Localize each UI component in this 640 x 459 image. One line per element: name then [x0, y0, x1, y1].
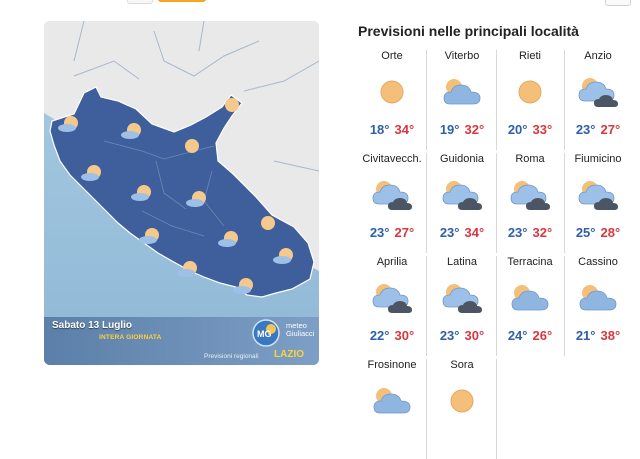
- temp-min: 22°: [369, 328, 390, 343]
- temperature-range: [358, 225, 426, 240]
- temp-min: 18°: [369, 122, 390, 137]
- brand-logo-icon: [250, 318, 284, 348]
- temperature-range: [496, 225, 564, 240]
- location-card[interactable]: [564, 256, 632, 356]
- location-card[interactable]: [564, 153, 632, 253]
- panel-title: Previsioni nelle principali località: [358, 23, 579, 39]
- sun-clouds-icon: [440, 177, 484, 213]
- location-card[interactable]: [496, 153, 565, 253]
- location-name: Frosinone: [367, 359, 417, 371]
- temp-min: 21°: [575, 328, 596, 343]
- temp-max: 32°: [464, 122, 485, 137]
- temp-min: 23°: [575, 122, 596, 137]
- temp-max: 30°: [464, 328, 485, 343]
- map-weather-icon: [261, 216, 275, 230]
- temp-min: 25°: [575, 225, 596, 240]
- temp-max: 38°: [600, 328, 621, 343]
- temperature-range: [358, 328, 426, 343]
- temp-max: 28°: [600, 225, 621, 240]
- temp-max: 27°: [394, 225, 415, 240]
- cloud-sun-icon: [508, 280, 552, 316]
- location-name: Cassino: [578, 256, 618, 268]
- temperature-range: [428, 122, 496, 137]
- location-name: Orte: [381, 50, 403, 62]
- sun-clouds-icon: [370, 177, 414, 213]
- temperature-range: [496, 122, 564, 137]
- location-card[interactable]: [358, 359, 427, 459]
- sun-clouds-icon: [576, 177, 620, 213]
- location-card[interactable]: [564, 50, 632, 150]
- location-card[interactable]: [496, 50, 565, 150]
- sun-clouds-icon: [370, 280, 414, 316]
- sun-clouds-icon: [508, 177, 552, 213]
- location-name: Anzio: [584, 50, 612, 62]
- map-caption: [44, 317, 319, 365]
- location-name: Latina: [447, 256, 477, 268]
- location-name: Rieti: [518, 50, 541, 62]
- location-name: Viterbo: [444, 50, 480, 62]
- region-name: LAZIO: [274, 349, 304, 360]
- temperature-range: [428, 328, 496, 343]
- location-name: Roma: [515, 153, 545, 165]
- temp-max: 34°: [394, 122, 415, 137]
- location-card[interactable]: [496, 256, 565, 356]
- location-card[interactable]: [428, 359, 497, 459]
- sun-icon: [370, 74, 414, 110]
- temp-min: 23°: [369, 225, 390, 240]
- svg-text:MG: MG: [257, 329, 272, 339]
- cloud-sun-icon: [576, 280, 620, 316]
- temp-min: 23°: [439, 225, 460, 240]
- location-card[interactable]: [428, 50, 497, 150]
- sun-clouds-icon: [576, 74, 620, 110]
- forecast-date: Sabato 13 Luglio: [52, 320, 133, 331]
- cloud-sun-icon: [370, 383, 414, 419]
- map-weather-icon: [225, 98, 239, 112]
- brand-line-2: Giuliacci: [286, 329, 315, 338]
- forecast-period: INTERA GIORNATA: [99, 334, 162, 341]
- temp-max: 33°: [532, 122, 553, 137]
- location-name: Fiumicino: [574, 153, 622, 165]
- temperature-range: [428, 225, 496, 240]
- toolbar-button[interactable]: [127, 0, 153, 4]
- cloud-sun-icon: [440, 74, 484, 110]
- toolbar-button-highlight[interactable]: [158, 0, 206, 2]
- temp-min: 24°: [507, 328, 528, 343]
- location-name: Aprilia: [376, 256, 408, 268]
- temp-min: 23°: [439, 328, 460, 343]
- temperature-range: [564, 328, 632, 343]
- location-name: Civitavecch.: [362, 153, 422, 165]
- brand-logo: [250, 318, 315, 348]
- location-card[interactable]: [358, 153, 427, 253]
- sun-icon: [508, 74, 552, 110]
- temp-min: 23°: [507, 225, 528, 240]
- location-card[interactable]: [358, 50, 427, 150]
- temp-max: 27°: [600, 122, 621, 137]
- sun-icon: [440, 383, 484, 419]
- region-label: Previsioni regionali: [204, 353, 259, 360]
- temp-min: 20°: [507, 122, 528, 137]
- map-weather-icon: [185, 139, 199, 153]
- location-card[interactable]: [358, 256, 427, 356]
- lazio-map: [44, 21, 319, 365]
- temp-min: 19°: [439, 122, 460, 137]
- location-name: Sora: [450, 359, 474, 371]
- temp-max: 26°: [532, 328, 553, 343]
- location-card[interactable]: [428, 256, 497, 356]
- temperature-range: [564, 122, 632, 137]
- temp-max: 34°: [464, 225, 485, 240]
- location-name: Terracina: [507, 256, 553, 268]
- brand-line-1: meteo: [286, 321, 307, 330]
- temperature-range: [496, 328, 564, 343]
- location-card[interactable]: [428, 153, 497, 253]
- sun-clouds-icon: [440, 280, 484, 316]
- temperature-range: [564, 225, 632, 240]
- brand-name: [286, 322, 314, 338]
- forecast-map: [44, 21, 319, 365]
- temperature-range: [358, 122, 426, 137]
- toolbar-button-right[interactable]: [605, 0, 631, 6]
- temp-max: 30°: [394, 328, 415, 343]
- location-name: Guidonia: [439, 153, 485, 165]
- temp-max: 32°: [532, 225, 553, 240]
